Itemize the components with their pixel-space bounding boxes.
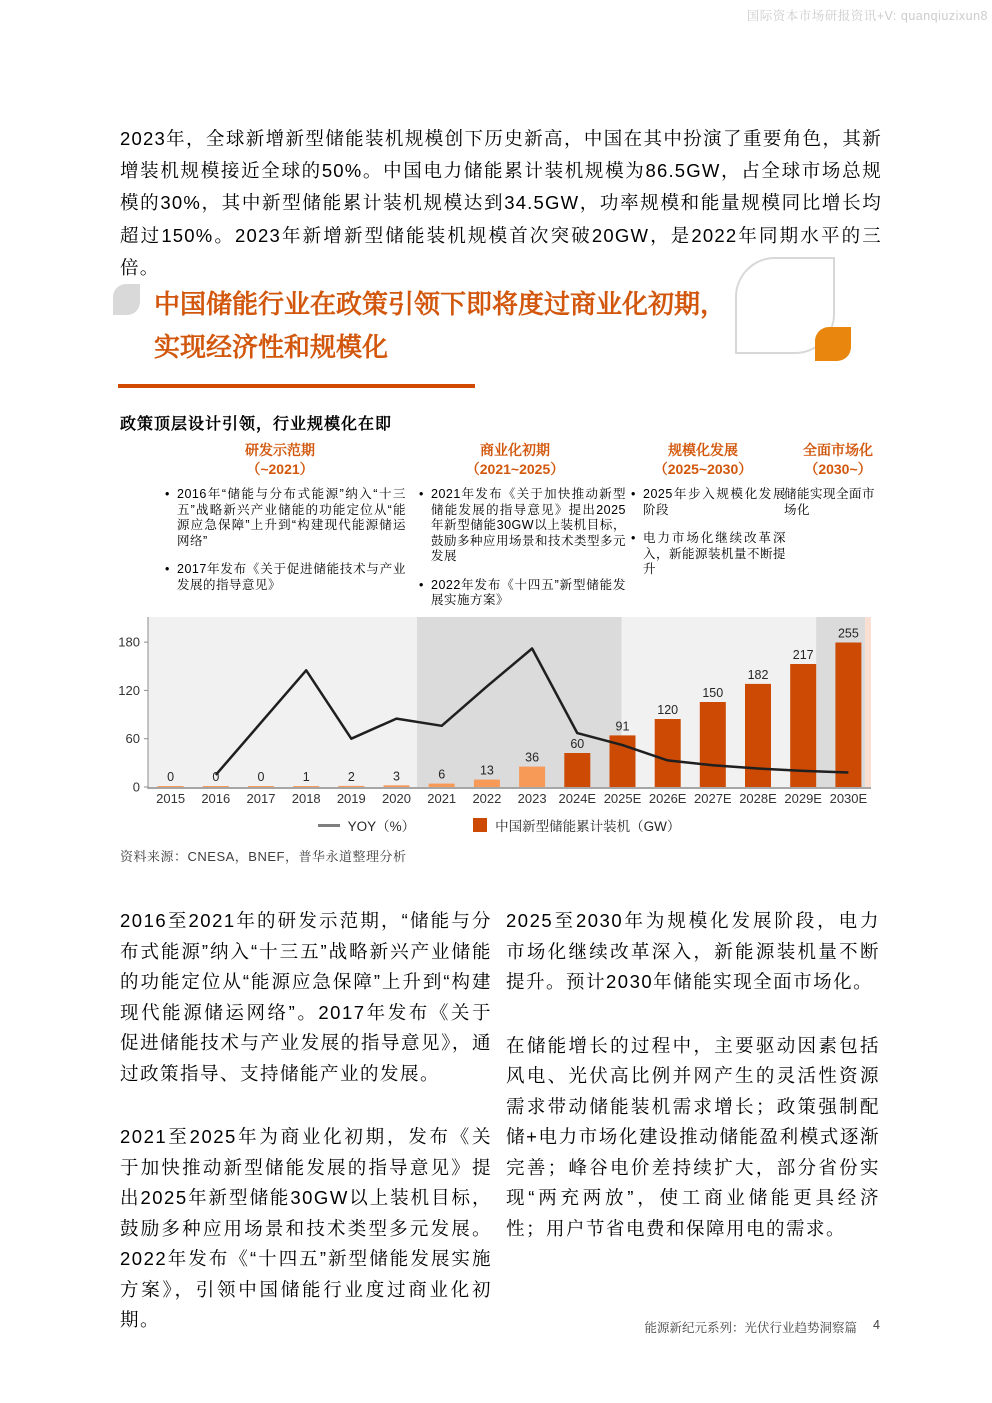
svg-text:0: 0 <box>132 779 140 795</box>
phase-bullet: • 2025年步入规模化发展阶段 <box>630 487 786 518</box>
svg-text:2020: 2020 <box>382 791 411 806</box>
svg-text:182: 182 <box>747 667 769 682</box>
svg-text:0: 0 <box>257 770 265 784</box>
legend-item-yoy <box>318 815 416 835</box>
source-note: 资料来源：CNESA，BNEF，普华永道整理分析 <box>120 849 407 864</box>
phase-bullet-list-2 <box>418 487 626 622</box>
svg-text:2027E: 2027E <box>694 791 732 806</box>
phase-period: （2021~2025） <box>465 461 565 477</box>
svg-text:2023: 2023 <box>517 791 547 806</box>
svg-text:3: 3 <box>393 769 400 784</box>
x-axis-labels <box>156 791 867 806</box>
svg-text:217: 217 <box>792 648 814 662</box>
svg-text:2017: 2017 <box>246 791 276 806</box>
svg-text:2021: 2021 <box>427 791 457 806</box>
svg-text:2030E: 2030E <box>829 791 868 806</box>
svg-text:2024E: 2024E <box>558 791 597 806</box>
section-heading <box>154 283 774 369</box>
phase-name: 规模化发展 <box>668 442 738 458</box>
watermark-text: 国际资本市场研报资讯+V: quanqiuzixun8 <box>746 9 988 23</box>
y-axis-labels <box>118 635 148 795</box>
svg-text:36: 36 <box>525 750 540 765</box>
leaf-orange-decoration-icon <box>815 327 851 361</box>
phase-header-1 <box>200 441 360 479</box>
svg-text:2015: 2015 <box>156 791 186 806</box>
footer-series-title: 能源新纪元系列：光伏行业趋势洞察篇 <box>644 1321 858 1335</box>
svg-text:1: 1 <box>302 770 310 784</box>
body-left-column <box>120 906 492 1336</box>
installed-capacity-chart <box>118 612 880 808</box>
phase-bullet: • 电力市场化继续改革深入，新能源装机量不断提升 <box>630 531 786 578</box>
phase-bullet-list-1 <box>164 487 406 606</box>
svg-text:2018: 2018 <box>291 791 321 806</box>
heading-rule <box>118 384 475 388</box>
body-paragraph: 2016至2021年的研发示范期，“储能与分布式能源”纳入“十三五”战略新兴产业储能的功能定位从“能源应急保障”上升到“构建现代能源储运网络”。2017年发布《关于促进储能技术与产业发展的指导意见》，通过政策指导、支持储能产业的发展。 <box>120 910 492 1084</box>
chart-legend <box>118 815 880 835</box>
leaf-decoration-icon <box>113 284 140 315</box>
phase-period: （~2021） <box>246 461 314 477</box>
section-heading-line2: 实现经济性和规模化 <box>154 332 389 362</box>
svg-text:2028E: 2028E <box>739 791 777 806</box>
body-right-column <box>506 906 880 1244</box>
phase-header-2 <box>435 441 595 479</box>
body-paragraph: 2025至2030年为规模化发展阶段，电力市场化继续改革深入，新能源装机量不断提升。预计2030年储能实现全面市场化。 <box>506 910 880 992</box>
phase-name: 研发示范期 <box>245 442 315 458</box>
svg-text:60: 60 <box>125 731 140 747</box>
phase-name: 商业化初期 <box>480 442 550 458</box>
footer-page-number: 4 <box>873 1318 880 1332</box>
phase-header-4 <box>758 441 918 479</box>
svg-text:120: 120 <box>657 703 679 717</box>
phase-name: 全面市场化 <box>803 442 873 458</box>
svg-text:120: 120 <box>118 682 140 698</box>
svg-text:180: 180 <box>118 634 140 650</box>
svg-text:255: 255 <box>837 626 859 641</box>
svg-text:2016: 2016 <box>201 791 231 806</box>
phase-bullet: • 2021年发布《关于加快推动新型储能发展的指导意见》提出2025年新型储能30GW以上装机目标，鼓励多种应用场景和技术类型多元发展 <box>418 487 626 565</box>
phase-period: （2030~） <box>804 461 872 477</box>
svg-text:2029E: 2029E <box>784 791 822 806</box>
svg-text:0: 0 <box>167 770 175 784</box>
body-paragraph: 2021至2025年为商业化初期，发布《关于加快推动新型储能发展的指导意见》提出2025年新型储能30GW以上装机目标，鼓励多种应用场景和技术类型多元发展。2022年发布《“十四五”新型储能发展实施方案》，引领中国储能行业度过商业化初期。 <box>120 1126 492 1330</box>
yoy-line-marker-icon <box>318 824 340 827</box>
svg-text:13: 13 <box>479 763 494 778</box>
svg-text:150: 150 <box>702 686 724 700</box>
legend-capacity-label: 中国新型储能累计装机（GW） <box>495 819 681 834</box>
phase-bullet: • 2022年发布《十四五”新型储能发展实施方案》 <box>418 578 626 609</box>
svg-text:2022: 2022 <box>472 791 502 806</box>
page-footer <box>645 1318 880 1336</box>
svg-text:0: 0 <box>212 770 220 784</box>
body-paragraph: 在储能增长的过程中，主要驱动因素包括风电、光伏高比例并网产生的灵活性资源需求带动储能装机需求增长；政策强制配储+电力市场化建设推动储能盈利模式逐渐完善；峰谷电价差持续扩大，部分省份实现“两充两放”，使工商业储能更具经济性；用户节省电费和保障用电的需求。 <box>506 1034 880 1239</box>
phase-bullet: • 2016年“储能与分布式能源”纳入“十三五”战略新兴产业储能的功能定位从“能源应急保障”上升到“构建现代能源储运网络” <box>164 487 406 549</box>
svg-text:2: 2 <box>347 769 355 784</box>
svg-text:6: 6 <box>438 767 446 782</box>
phase-note-4: 储能实现全面市场化 <box>784 487 876 517</box>
section-heading-line1: 中国储能行业在政策引领下即将度过商业化初期， <box>154 289 727 319</box>
capacity-square-marker-icon <box>473 818 487 832</box>
svg-text:60: 60 <box>570 737 585 751</box>
legend-yoy-label: YOY（%） <box>347 819 416 834</box>
svg-text:2025E: 2025E <box>603 791 642 806</box>
legend-item-capacity <box>473 815 680 835</box>
intro-paragraph: 2023年，全球新增新型储能装机规模创下历史新高，中国在其中扮演了重要角色，其新增装机规模接近全球的50%。中国电力储能累计装机规模为86.5GW，占全球市场总规模的30%，其中新型储能累计装机规模达到34.5GW，功率规模和能量规模同比增长均超过150%。2023年新增新型储能装机规模首次突破20GW，是2022年同期水平的三倍。 <box>120 128 882 278</box>
phase-bullet-list-3 <box>630 487 786 591</box>
section-subtitle: 政策顶层设计引领，行业规模化在即 <box>120 416 393 433</box>
svg-text:2026E: 2026E <box>648 791 687 806</box>
svg-text:91: 91 <box>615 719 630 734</box>
phase-period: （2025~2030） <box>653 461 753 477</box>
phase-bullet: • 2017年发布《关于促进储能技术与产业发展的指导意见》 <box>164 562 406 593</box>
svg-text:2019: 2019 <box>336 791 366 806</box>
